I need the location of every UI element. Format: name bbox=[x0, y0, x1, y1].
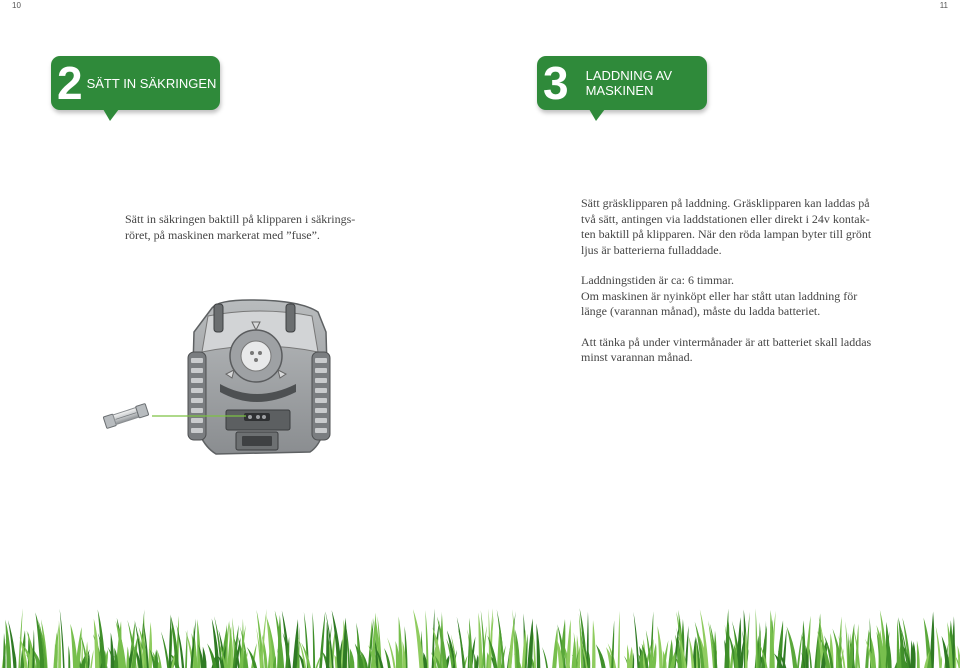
text-line: Sätt in säkringen baktill på klipparen i säkrings- bbox=[125, 212, 356, 226]
grass-blade bbox=[68, 645, 70, 668]
grass-blade bbox=[203, 647, 207, 668]
text-line: ten baktill på klipparen. När den röda lampan byter till grönt bbox=[581, 227, 872, 241]
grass-blade bbox=[413, 609, 424, 668]
section-3-title bbox=[586, 68, 672, 98]
grass-blade bbox=[689, 636, 695, 668]
grass-blade bbox=[592, 620, 596, 668]
text-line: Om maskinen är nyinköpt eller har stått utan laddning för bbox=[581, 288, 858, 303]
grass-blade bbox=[596, 644, 606, 668]
section-3-title-line-2: MASKINEN bbox=[585, 83, 654, 98]
grass-blade bbox=[126, 646, 129, 668]
grass-blade bbox=[552, 627, 558, 668]
grass-blade bbox=[542, 647, 548, 668]
page-number-right: 11 bbox=[939, 1, 948, 10]
grass-blade bbox=[185, 630, 187, 668]
mower-fuse-illustration bbox=[100, 292, 340, 462]
grass-blade bbox=[90, 650, 93, 668]
grass-blade bbox=[161, 632, 170, 668]
text-line: Att tänka på under vintermånader är att batteriet skall laddas bbox=[581, 334, 872, 349]
text-line: ljus är batterierna fulladdade. bbox=[581, 242, 722, 257]
charging-paragraph-2 bbox=[581, 273, 893, 320]
text-line: Sätt gräsklipparen på laddning. Gräsklipparen kan laddas på bbox=[581, 196, 870, 210]
grass-blade bbox=[527, 618, 533, 668]
page-number-left: 10 bbox=[12, 1, 21, 10]
grass-blade bbox=[3, 633, 6, 668]
grass-blade bbox=[319, 611, 325, 668]
grass-blades bbox=[2, 608, 960, 668]
grass-blade bbox=[536, 623, 540, 668]
fuse-instructions-paragraph bbox=[125, 212, 370, 243]
grass-blade bbox=[399, 616, 403, 668]
grass-blade bbox=[197, 619, 200, 668]
section-3-number: 3 bbox=[543, 57, 568, 109]
charging-paragraph-3 bbox=[581, 335, 893, 366]
fuse-instructions bbox=[125, 212, 370, 243]
fuse-icon bbox=[103, 403, 149, 428]
speech-tail bbox=[589, 109, 605, 121]
speech-tail bbox=[103, 109, 119, 121]
grass-blade bbox=[469, 618, 472, 668]
grass-blade bbox=[148, 622, 152, 668]
section-2-number: 2 bbox=[57, 57, 82, 109]
charging-paragraph-1 bbox=[581, 196, 893, 258]
section-3-badge bbox=[537, 56, 707, 110]
grass-blade bbox=[657, 626, 662, 668]
grass-blade bbox=[770, 610, 774, 668]
section-2-title-line: SÄTT IN SÄKRINGEN bbox=[86, 75, 217, 91]
grass-blade bbox=[169, 614, 172, 668]
grass-border bbox=[0, 606, 960, 668]
text-line: röret, på maskinen markerat med ”fuse”. bbox=[125, 227, 320, 242]
charging-instructions bbox=[581, 196, 893, 366]
grass-blade bbox=[848, 632, 850, 668]
grass-blade bbox=[70, 624, 77, 668]
grass-blade bbox=[566, 619, 571, 668]
grass-blade bbox=[633, 612, 639, 668]
robot-mower-image bbox=[188, 300, 330, 454]
grass-blade bbox=[458, 628, 466, 668]
grass-blade bbox=[94, 619, 100, 668]
text-line: minst varannan månad. bbox=[581, 350, 693, 364]
grass-blade bbox=[618, 611, 620, 668]
section-2-title bbox=[87, 76, 217, 91]
section-2-badge bbox=[51, 56, 220, 110]
grass-blade bbox=[627, 644, 630, 668]
text-line: länge (varannan månad), måste du ladda batteriet. bbox=[581, 304, 821, 318]
text-line: två sätt, antingen via laddstationen eller direkt i 24v kontak- bbox=[581, 211, 870, 226]
grass-blade bbox=[384, 648, 391, 668]
grass-blade bbox=[111, 632, 114, 668]
grass-blade bbox=[572, 637, 577, 668]
grass-blade bbox=[440, 611, 442, 668]
grass-blade bbox=[350, 648, 355, 668]
grass-blade bbox=[787, 626, 798, 668]
grass-blade bbox=[312, 612, 315, 668]
grass-blade bbox=[917, 640, 920, 668]
text-line: Laddningstiden är ca: 6 timmar. bbox=[581, 273, 734, 287]
section-3-title-line-1: LADDNING AV bbox=[585, 68, 673, 83]
